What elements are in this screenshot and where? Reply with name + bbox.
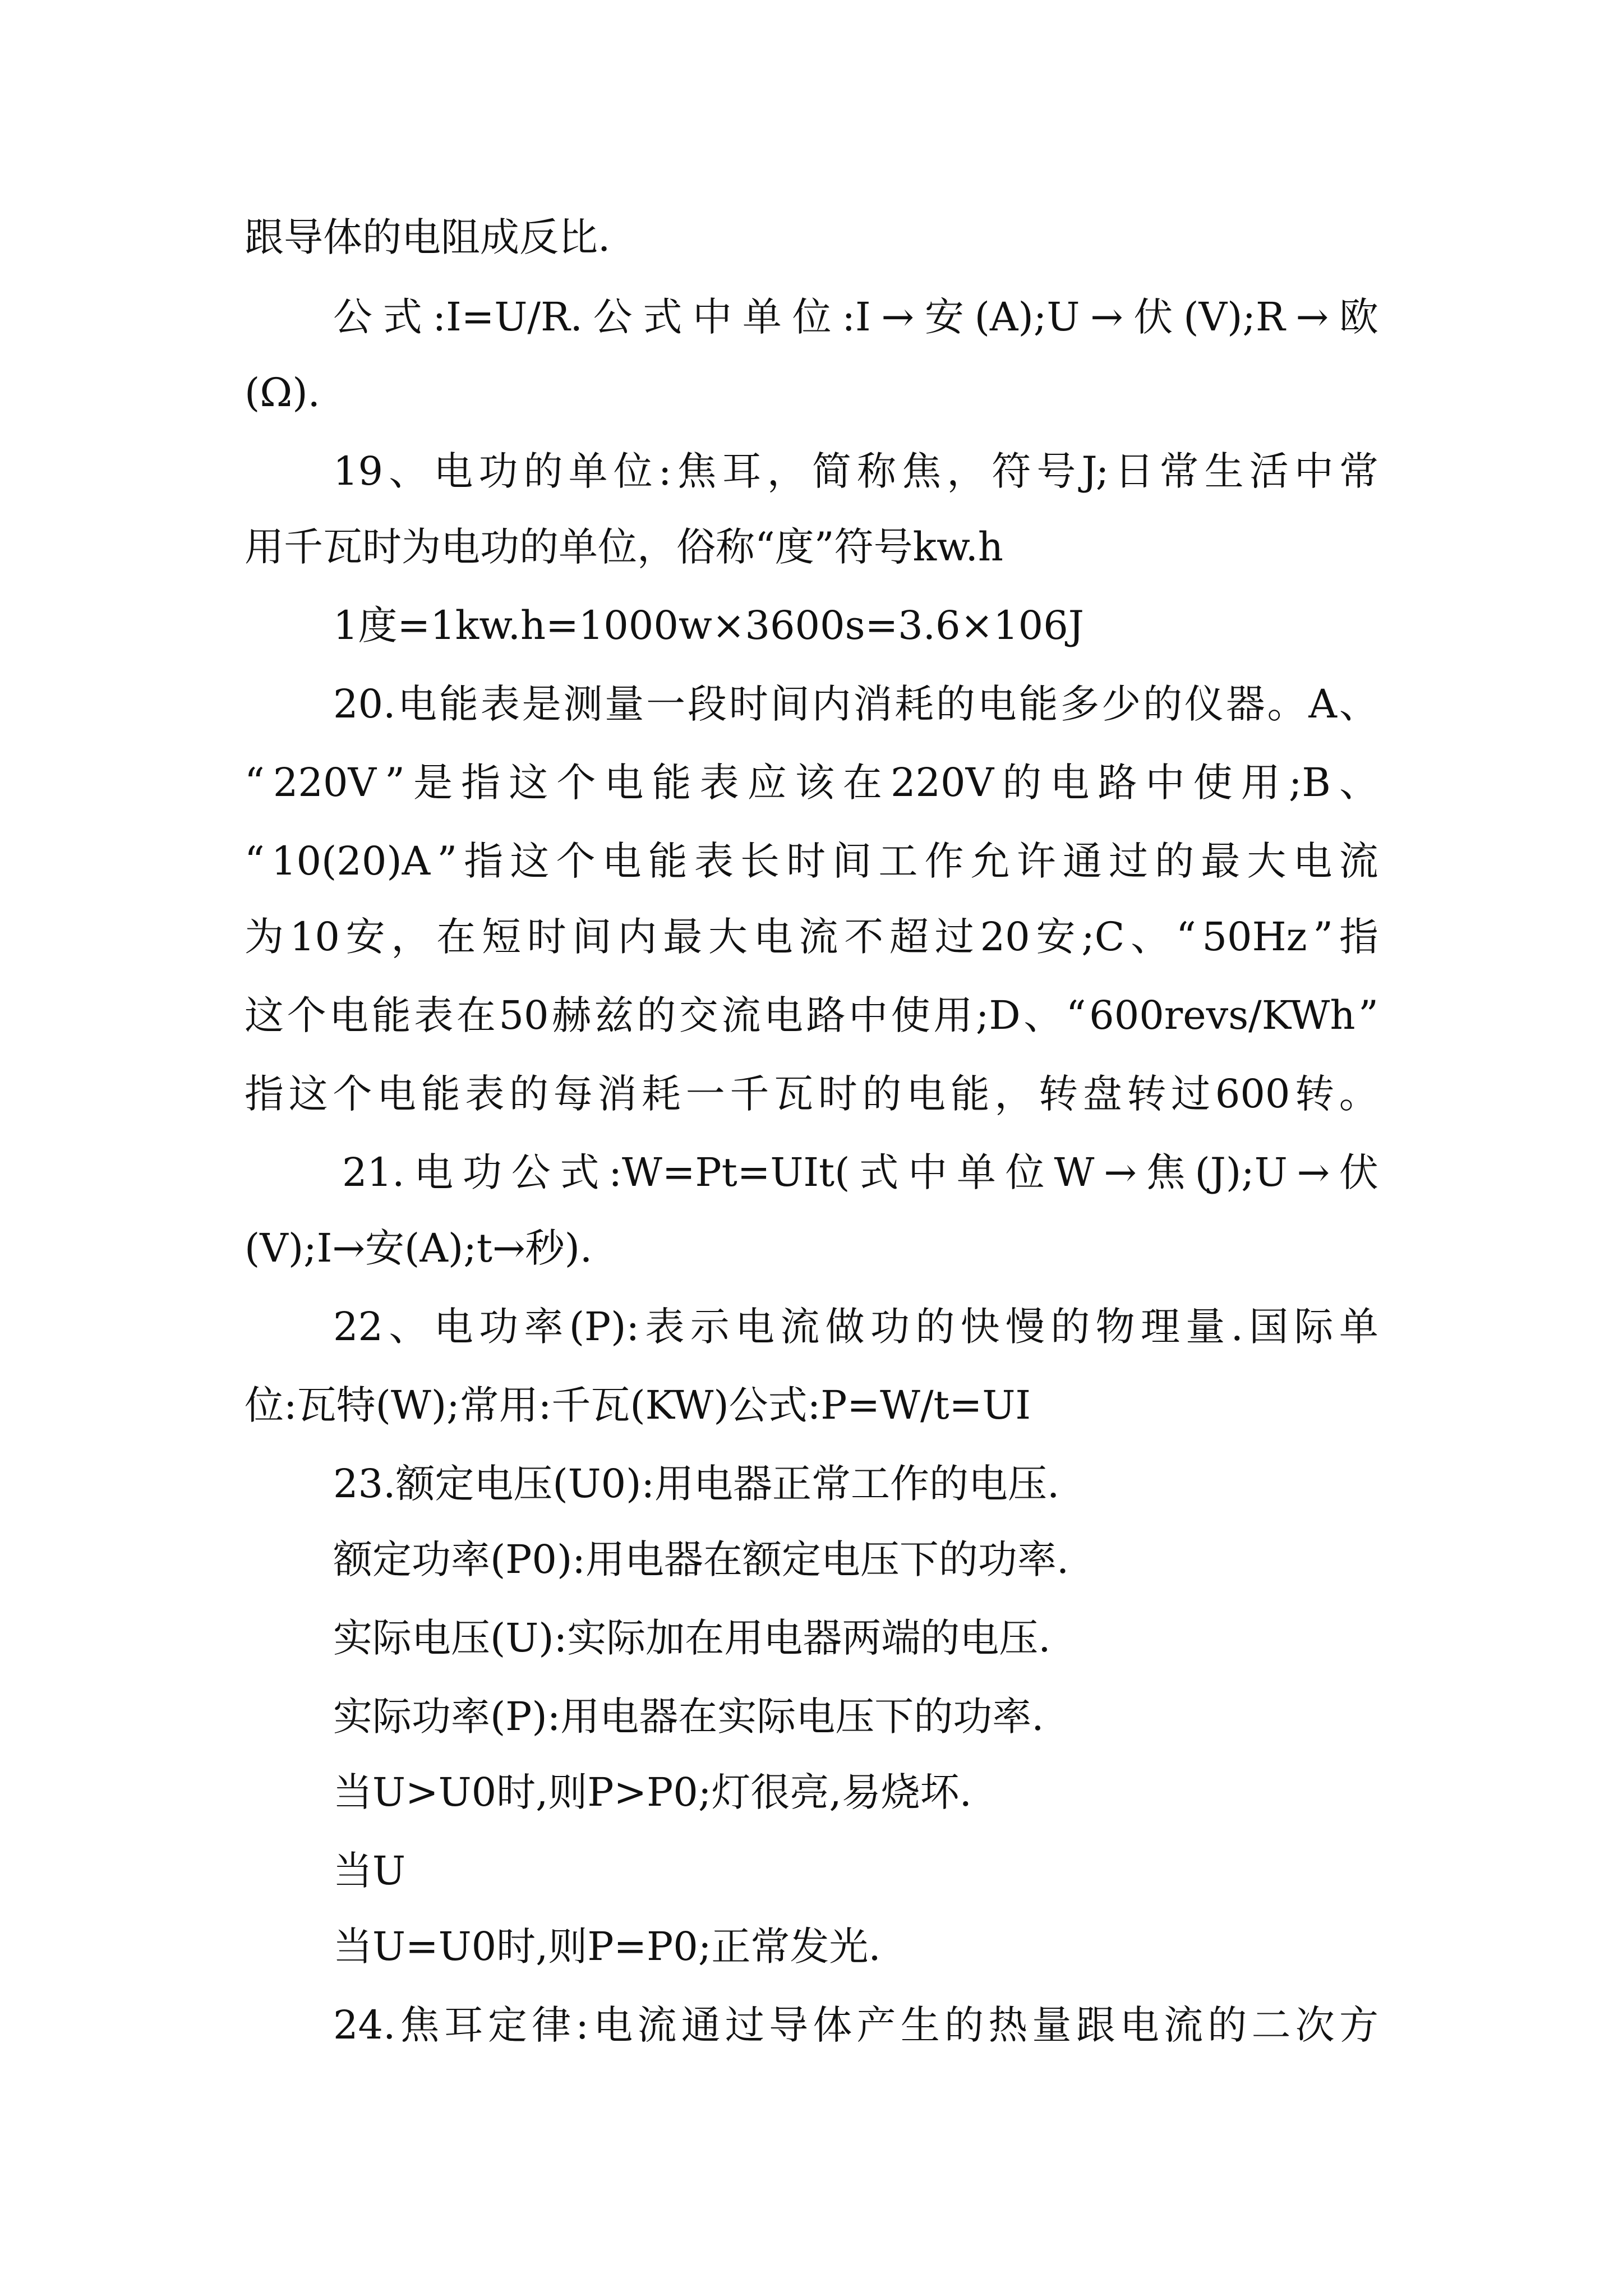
text-line: 19 、 电 功 的 单 位 : 焦 耳 ， 简 称 焦 ， 符 号 J; 日 常 生 活 中 常: [333, 448, 1378, 494]
text-line: (V);I→安(A);t→秒).: [245, 1225, 593, 1271]
text-line: 23.额定电压(U0):用电器正常工作的电压.: [333, 1461, 1060, 1507]
text-line: 额定功率(P0):用电器在额定电压下的功率.: [333, 1536, 1069, 1582]
text-line: 这 个 电 能 表 在 50 赫 兹 的 交 流 电 路 中 使 用 ;D 、 “ 600revs/KWh ”: [245, 992, 1378, 1038]
text-line: 跟导体的电阻成反比.: [245, 214, 611, 260]
text-line: 实际电压(U):实际加在用电器两端的电压.: [333, 1615, 1051, 1661]
text-line: 当U>U0时,则P>P0;灯很亮,易烧坏.: [333, 1769, 972, 1815]
text-line: 21. 电 功 公 式 :W=Pt=UIt( 式 中 单 位 W → 焦 (J);U → 伏: [342, 1149, 1378, 1195]
text-line: (Ω).: [245, 370, 320, 416]
text-line: 20. 电 能 表 是 测 量 一 段 时 间 内 消 耗 的 电 能 多 少 的 仪 器 。 A 、: [333, 681, 1378, 727]
text-line: “ 10(20)A ” 指 这 个 电 能 表 长 时 间 工 作 允 许 通 过 的 最 大 电 流: [245, 838, 1378, 884]
text-line: 24. 焦 耳 定 律 : 电 流 通 过 导 体 产 生 的 热 量 跟 电 流 的 二 次 方: [333, 2002, 1378, 2048]
text-line: 1度=1kw.h=1000w×3600s=3.6×106J: [333, 602, 1084, 648]
text-line: 当U=U0时,则P=P0;正常发光.: [333, 1924, 881, 1970]
text-line: 22 、 电 功 率 (P): 表 示 电 流 做 功 的 快 慢 的 物 理 量 . 国 际 单: [333, 1304, 1378, 1350]
text-line: 指 这 个 电 能 表 的 每 消 耗 一 千 瓦 时 的 电 能 ， 转 盘 转 过 600 转 。: [245, 1071, 1378, 1117]
text-line: 位:瓦特(W);常用:千瓦(KW)公式:P=W/t=UI: [245, 1382, 1031, 1428]
text-line: 为 10 安 ， 在 短 时 间 内 最 大 电 流 不 超 过 20 安 ;C 、 “ 50Hz ” 指: [245, 914, 1378, 960]
text-line: 用千瓦时为电功的单位，俗称“度”符号kw.h: [245, 524, 1003, 570]
text-line: 当U: [333, 1848, 405, 1894]
text-line: “ 220V ” 是 指 这 个 电 能 表 应 该 在 220V 的 电 路 中 使 用 ;B 、: [245, 760, 1378, 806]
text-line: 实际功率(P):用电器在实际电压下的功率.: [333, 1694, 1044, 1740]
text-line: 公 式 :I=U/R. 公 式 中 单 位 :I → 安 (A);U → 伏 (V);R → 欧: [333, 294, 1378, 340]
